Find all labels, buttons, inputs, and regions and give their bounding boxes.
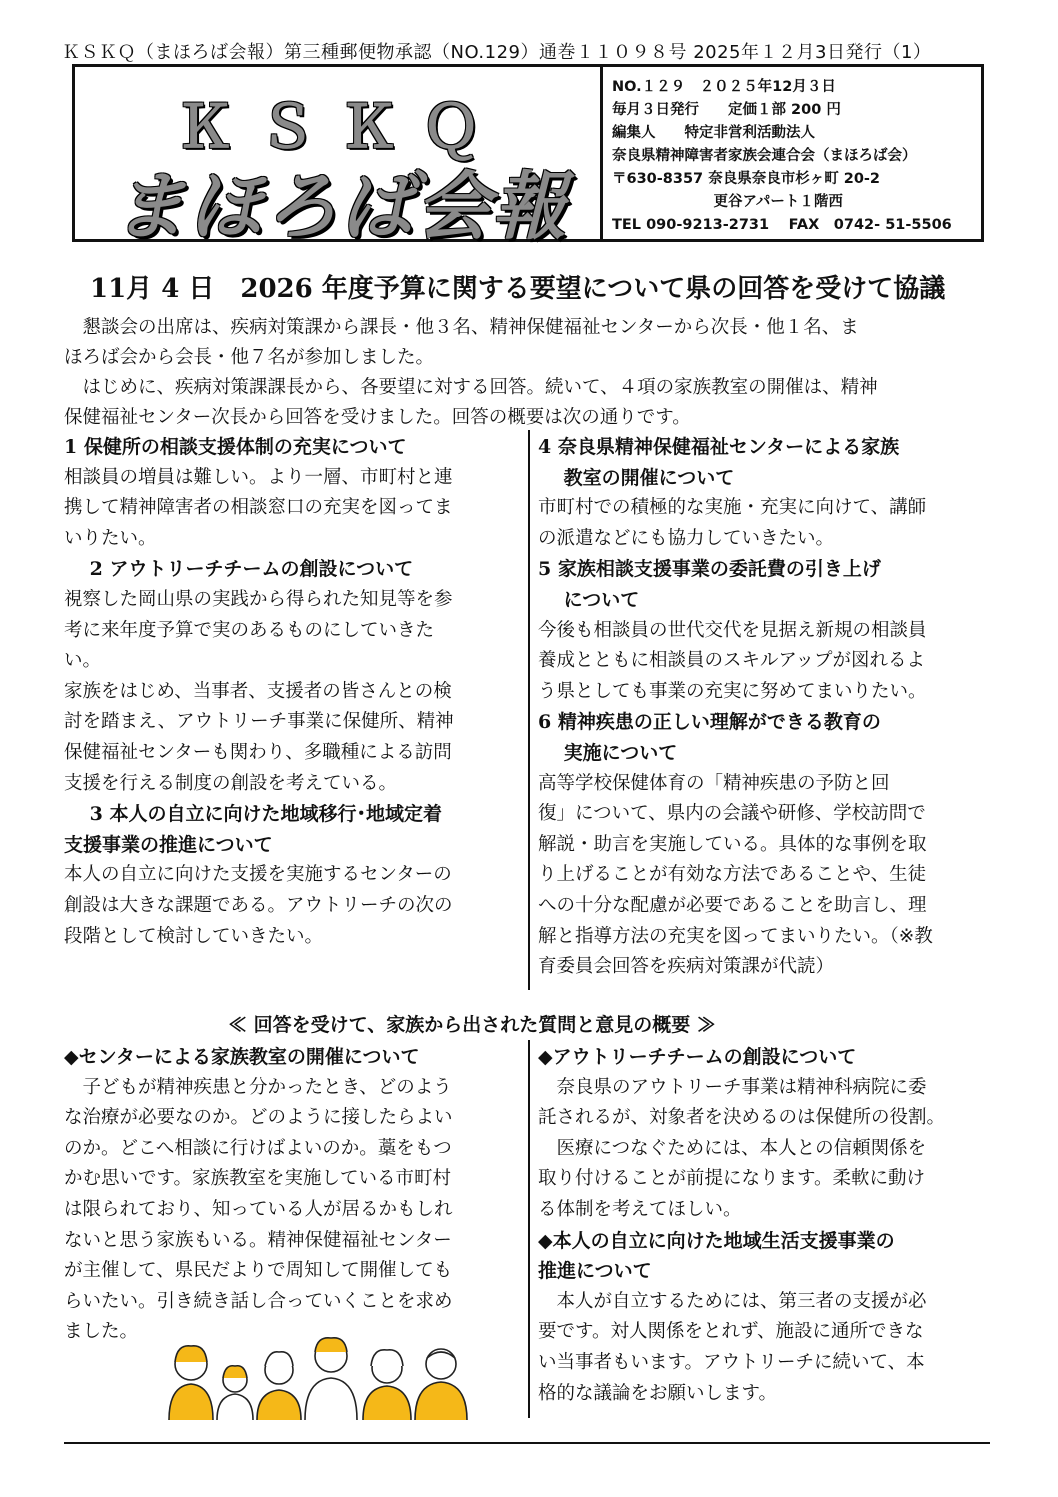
section-opinions-title: ≪ 回答を受けて、家族から出された質問と意見の概要 ≫ [228,1014,716,1036]
logo-mahoroba-kaiho: まほろば会報 [112,164,568,250]
column-heading: について [538,589,640,611]
column-divider [528,430,530,990]
column-text-line: 創設は大きな課題である。アウトリーチの次の [64,895,453,916]
column-text-line: 考に来年度予算で実のあるものにしていきた [64,619,435,641]
column-heading: 2 アウトリーチチームの創設について [64,558,414,581]
column-heading: ◆本人の自立に向けた地域生活支援事業の [538,1229,895,1252]
column-text-line: いりたい。 [64,527,157,549]
column-text-line: 段階として検討していきたい。 [64,925,324,947]
column-text-line: が主催して、県民だよりで周知して開催しても [64,1260,453,1282]
column-text-line: らいたい。引き続き話し合っていくことを求め [64,1290,453,1312]
column-heading: 3 本人の自立に向けた地域移行･地域定着 [64,803,442,826]
header-top-line: ＫＳＫＱ（まほろば会報）第三種郵便物承認（NO.129）通巻１１０９８号 2025年１２月3日発行（1） [62,42,932,63]
column-heading: 支援事業の推進について [64,833,273,856]
column-text-line: の派遣などにも協力していきたい。 [538,527,835,549]
family-people-illustration [165,1336,471,1420]
intro-line: 懇談会の出席は、疾病対策課から課長・他３名、精神保健福祉センターから次長・他１名、ま [64,317,859,338]
column-text-line: る体制を考えてほしい。 [538,1199,742,1220]
column-heading: 1 保健所の相談支援体制の充実について [64,436,407,458]
column-heading: ◆アウトリーチチームの創設について [538,1046,857,1068]
info-line: 奈良県精神障害者家族会連合会（まほろば会） [612,148,917,164]
column-text-line: 携して精神障害者の相談窓口の充実を図ってま [64,497,453,519]
column-heading: 6 精神疾患の正しい理解ができる教育の [538,711,881,734]
column-text-line: な治療が必要なのか。どのように接したらよい [64,1107,453,1129]
masthead-divider [600,64,603,242]
logo-kskq: ＫＳＫＱ [175,93,504,161]
column-text-line: 子どもが精神疾患と分かったとき、どのよう [64,1076,452,1098]
info-line: 毎月３日発行 定価１部 200 円 [612,102,841,118]
column-heading: 実施について [538,742,678,764]
article-headline: 11月 4 日 2026 年度予算に関する要望について県の回答を受けて協議 [90,274,946,304]
column-text-line: 本人が自立するためには、第三者の支援が必 [538,1290,927,1312]
column-text-line: 家族をはじめ、当事者、支援者の皆さんとの検 [64,680,452,702]
column-text-line: い。 [64,650,102,672]
column-text-line: 復」について、県内の会議や研修、学校訪問で [538,803,926,825]
column-text-line: 格的な議論をお願いします。 [538,1382,778,1404]
intro-line: 保健福祉センター次長から回答を受けました。回答の概要は次の通りです。 [64,407,691,428]
column-text-line: は限られており、知っている人が居るかもしれ [64,1199,453,1220]
column-text-line: のか。どこへ相談に行けばよいのか。藁をもつ [64,1137,452,1159]
info-line: NO.１２９ ２０２５年12月３日 [612,79,836,95]
column-heading: 教室の開催について [538,466,735,489]
column-text-line: 取り付けることが前提になります。柔軟に動け [538,1168,926,1190]
column-text-line: う県としても事業の充実に努めてまいりたい。 [538,680,927,702]
column-text-line: かむ思いです。家族教室を実施している市町村 [64,1168,452,1190]
column-text-line: 視察した岡山県の実践から得られた知見等を参 [64,589,453,610]
info-line: 〒630-8357 奈良県奈良市杉ヶ町 20-2 [612,171,881,187]
column-text-line: ないと思う家族もいる。精神保健福祉センター [64,1229,452,1251]
column-text-line: 支援を行える制度の創設を考えている。 [64,772,398,794]
info-line: TEL 090-9213-2731 FAX 0742- 51-5506 [612,217,952,233]
column-text-line: 高等学校保健体育の「精神疾患の予防と回 [538,772,890,794]
column-heading: 5 家族相談支援事業の委託費の引き上げ [538,558,881,581]
column-text-line: 要です。対人関係をとれず、施設に通所できな [538,1321,924,1343]
column-heading: 推進について [538,1260,652,1283]
column-text-line: 養成とともに相談員のスキルアップが図れるよ [538,650,926,672]
column-heading: 4 奈良県精神保健福祉センターによる家族 [538,436,900,458]
column-text-line: 託されるが、対象者を決めるのは保健所の役割。 [538,1107,946,1129]
column-text-line: 奈良県のアウトリーチ事業は精神科病院に委 [538,1076,927,1098]
column-text-line: 育委員会回答を疾病対策課が代読） [538,956,835,978]
column-text-line: への十分な配慮が必要であることを助言し、理 [538,895,927,916]
column-text-line: 今後も相談員の世代交代を見据え新規の相談員 [538,619,927,641]
column-text-line: 解と指導方法の充実を図ってまいりたい。（※教 [538,925,933,947]
column-text-line: 医療につなぐためには、本人との信頼関係を [538,1137,927,1159]
column-text-line: 解説・助言を実施している。具体的な事例を取 [538,833,927,855]
column-text-line: 保健福祉センターも関わり、多職種による訪問 [64,742,452,763]
column-text-line: り上げることが有効な方法であることや、生徒 [538,864,927,886]
intro-line: はじめに、疾病対策課課長から、各要望に対する回答。続いて、４項の家族教室の開催は、精神 [64,377,878,398]
column-text-line: 討を踏まえ、アウトリーチ事業に保健所、精神 [64,711,454,733]
column-text-line: い当事者もいます。アウトリーチに続いて、本 [538,1352,925,1373]
column-text-line: 本人の自立に向けた支援を実施するセンターの [64,864,452,886]
bottom-rule [64,1442,990,1444]
column-text-line: ました。 [64,1321,139,1343]
column-text-line: 相談員の増員は難しい。より一層、市町村と連 [64,466,453,488]
column-heading: ◆センターによる家族教室の開催について [64,1046,420,1068]
intro-line: ほろば会から会長・他７名が参加しました。 [64,347,435,368]
column-text-line: 市町村での積極的な実施・充実に向けて、講師 [538,497,927,519]
info-line: 更谷アパート１階西 [612,194,843,210]
info-line: 編集人 特定非営利活動法人 [612,125,815,141]
column-divider [528,1040,530,1418]
